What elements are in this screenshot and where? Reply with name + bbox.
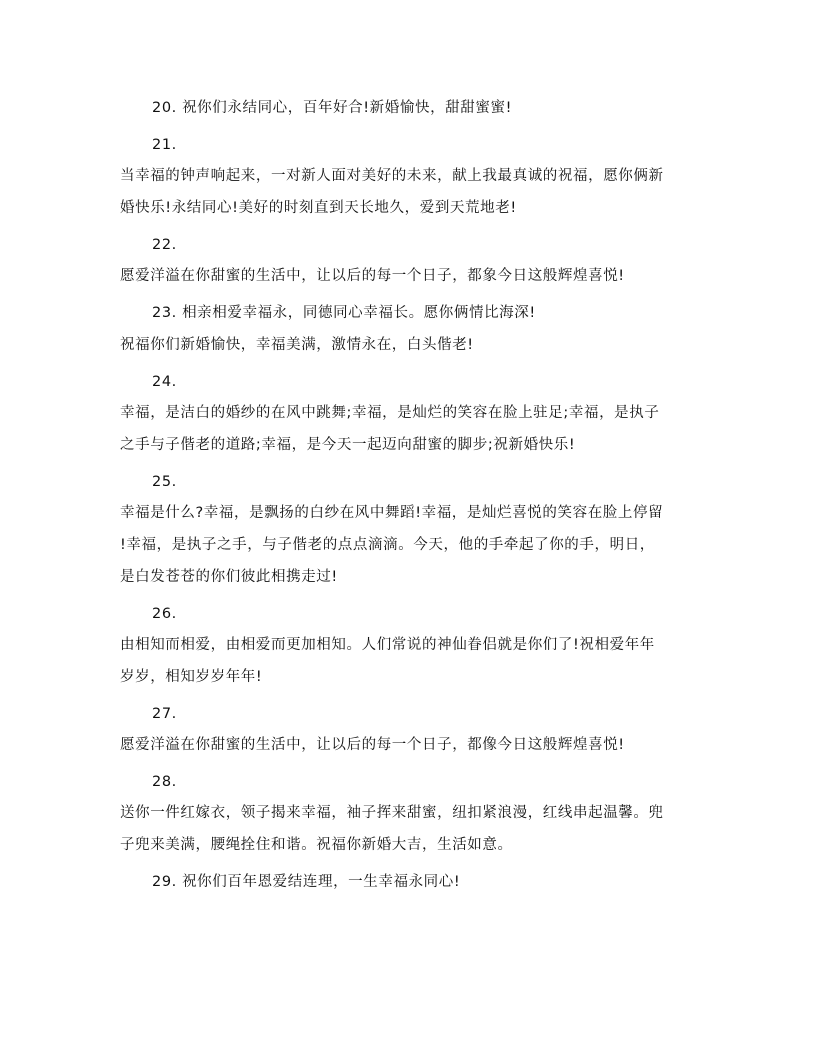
text-line: 岁岁，相知岁岁年年! — [120, 669, 263, 685]
text-line: 由相知而相爱，由相爱而更加相知。人们常说的神仙眷侣就是你们了!祝相爱年年 — [120, 637, 655, 653]
text-line: 之手与子偕老的道路;幸福，是今天一起迈向甜蜜的脚步;祝新婚快乐! — [120, 437, 576, 453]
text-line: 子兜来美满，腰绳拴住和谐。祝福你新婚大吉，生活如意。 — [120, 837, 513, 853]
text-line: 婚快乐!永结同心!美好的时刻直到天长地久，爱到天荒地老! — [120, 200, 517, 216]
item-number: 28. — [152, 774, 177, 790]
text-line: 幸福是什么?幸福，是飘扬的白纱在风中舞蹈!幸福，是灿烂喜悦的笑容在脸上停留 — [120, 505, 664, 521]
item-number: 24. — [152, 374, 177, 390]
text-line: 幸福，是洁白的婚纱的在风中跳舞;幸福，是灿烂的笑容在脸上驻足;幸福，是执子 — [120, 405, 660, 421]
text-line: !幸福，是执子之手，与子偕老的点点滴滴。今天，他的手牵起了你的手，明日， — [120, 537, 655, 553]
text-line: 29. 祝你们百年恩爱结连理，一生幸福永同心! — [152, 874, 461, 890]
text-line: 当幸福的钟声响起来，一对新人面对美好的未来，献上我最真诚的祝福，愿你俩新 — [120, 168, 664, 184]
item-number: 21. — [152, 137, 177, 153]
text-line: 23. 相亲相爱幸福永，同德同心幸福长。愿你俩情比海深! — [152, 305, 536, 321]
text-line: 祝福你们新婚愉快，幸福美满，激情永在，白头偕老! — [120, 337, 474, 353]
item-number: 22. — [152, 237, 177, 253]
text-line: 送你一件红嫁衣，领子揭来幸福，袖子挥来甜蜜，纽扣紧浪漫，红线串起温馨。兜 — [120, 805, 664, 821]
item-number: 27. — [152, 706, 177, 722]
text-line: 愿爱洋溢在你甜蜜的生活中，让以后的每一个日子，都像今日这般辉煌喜悦! — [120, 737, 625, 753]
text-line: 是白发苍苍的你们彼此相携走过! — [120, 569, 338, 585]
item-number: 25. — [152, 474, 177, 490]
item-number: 26. — [152, 606, 177, 622]
text-line: 20. 祝你们永结同心，百年好合!新婚愉快，甜甜蜜蜜! — [152, 100, 512, 116]
text-line: 愿爱洋溢在你甜蜜的生活中，让以后的每一个日子，都象今日这般辉煌喜悦! — [120, 268, 625, 284]
